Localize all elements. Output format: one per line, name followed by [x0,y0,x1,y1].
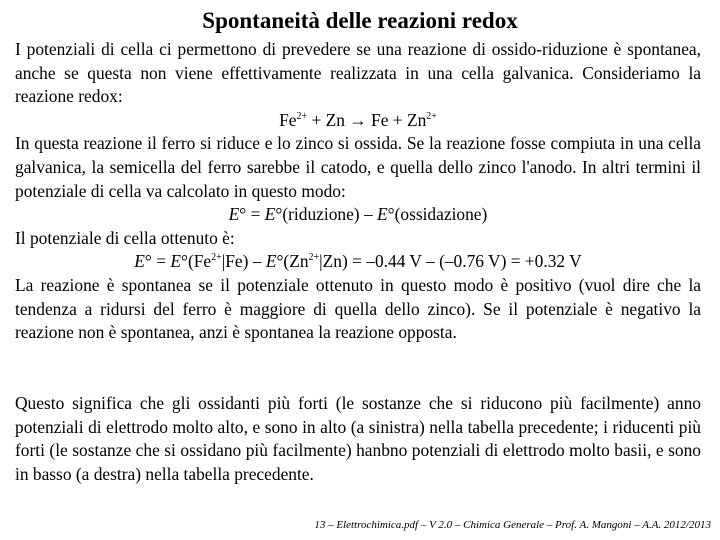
summary-paragraph: Questo significa che gli ossidanti più forti (le sostanze che si riducono più facilmente) anno potenziali di elettrodo molto alto, e sono in alto (a sinistra) nella tabella precedente; i riducenti più forti (le sostanze che si ossidano più facilmente) hanbno potenziali di elettrodo molto basii, e sono in basso (a destra) nella tabella precedente. [15,393,701,484]
result-intro-text: Il potenziale di cella ottenuto è: [15,227,235,248]
main-paragraph [15,38,701,345]
page-title: Spontaneità delle reazioni redox [202,8,518,33]
redox-reaction: $Fe^{2+} + Zn \to Fe + Zn^{2+}$ [279,109,437,130]
explanation-text: In questa reazione il ferro si riduce e lo zinco si ossida. Se la reazione fosse compiuta in una cella galvanica, la semicella del ferro sarebbe il catodo, e quella dello zinco l'anodo. In altri termini il potenziale di cella va calcolato in questo modo: [15,133,701,201]
cell-potential-formula: E° = E°(riduzione) – E°(ossidazione) [228,204,488,225]
intro-text: I potenziali di cella ci permettono di prevedere se una reazione di ossido-riduzione è spontanea, anche se questa non viene effettivamente realizzata in una cella galvanica. Consideriamo la reazione redox: [15,39,701,107]
page-footer: 13 – Elettrochimica.pdf – V 2.0 – Chimica Generale – Prof. A. Mangoni – A.A. 2012/2013 [314,519,711,531]
cell-potential-calculation: $E^\circ = E^\circ(Fe^{2+}|Fe) - E^\circ(Zn^{2+}|Zn) = -0.44$ V – (–0.76 V) = +0.32 V [134,251,582,272]
conclusion-text: La reazione è spontanea se il potenziale ottenuto in questo modo è positivo (vuol dire che la tendenza a ridursi del ferro è maggiore di quella dello zinco). Se il potenziale è negativo la reazione non è spontanea, anzi è spontanea la reazione opposta. [15,274,701,343]
